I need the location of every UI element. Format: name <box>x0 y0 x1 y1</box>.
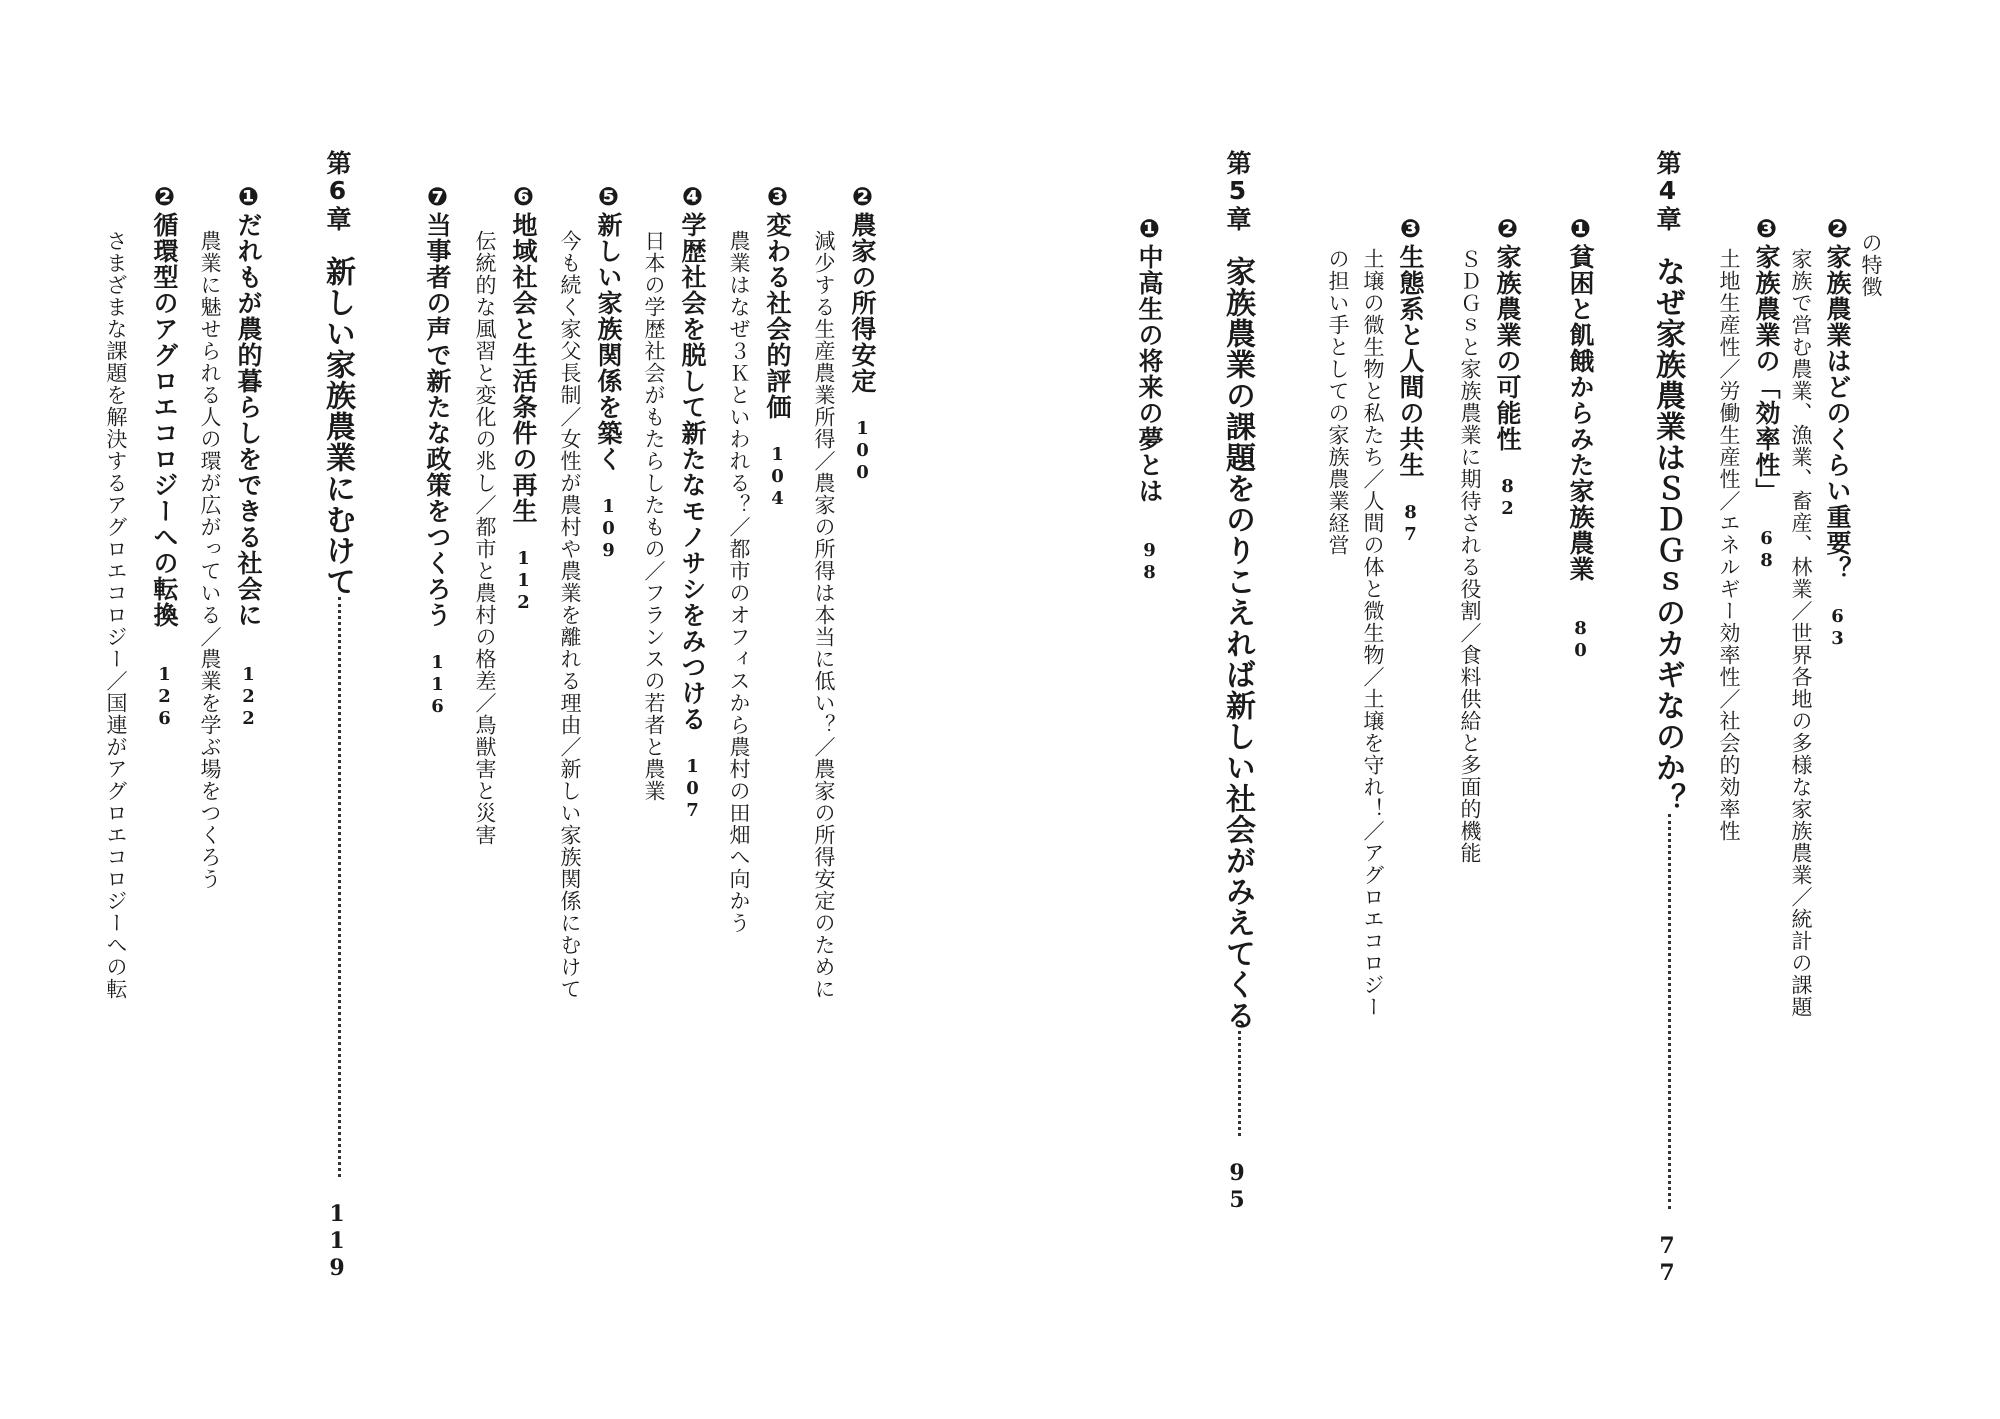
toc-section-entry[interactable] <box>1568 214 1593 662</box>
toc-description <box>1362 248 1383 1018</box>
toc-description <box>1718 248 1739 842</box>
page-number: 82 <box>1497 476 1518 520</box>
toc-section-entry[interactable] <box>765 182 790 510</box>
toc-section-entry[interactable] <box>236 182 261 730</box>
page-number: 80 <box>1570 618 1591 662</box>
section-number-badge: ❶ <box>1135 214 1164 244</box>
section-number-badge: ❷ <box>1823 214 1852 244</box>
description-text: 土地生産性／労働生産性／エネルギー効率性／社会的効率性 <box>1717 248 1741 842</box>
page-number: 68 <box>1756 528 1777 572</box>
toc-section-entry[interactable] <box>1825 214 1850 650</box>
chapter-heading[interactable] <box>1220 150 1255 1214</box>
toc-section-entry[interactable] <box>680 182 705 822</box>
toc-description <box>813 230 834 1000</box>
section-title: 循環型のアグロエコロジーへの転換 <box>150 212 179 628</box>
description-text: 土壌の微生物と私たち／人間の体と微生物／土壌を守れ！／アグロエコロジー <box>1361 248 1385 1018</box>
section-title: 変わる社会的評価 <box>763 212 792 420</box>
toc-section-entry[interactable] <box>850 182 875 484</box>
toc-description <box>728 230 749 934</box>
leader-dots <box>1664 814 1671 1209</box>
page-number: 112 <box>513 548 534 614</box>
section-title: 当事者の声で新たな政策をつくろう <box>423 212 452 628</box>
description-text: さまざまな課題を解決するアグロエコロジー／国連がアグロエコロジーへの転 <box>104 230 128 1000</box>
page-number: 77 <box>1654 1233 1680 1287</box>
chapter-title: なぜ家族農業はＳＤＧｓのカギなのか？ <box>1650 256 1685 814</box>
section-number-badge: ❸ <box>1752 214 1781 244</box>
toc-section-entry[interactable] <box>1137 214 1162 584</box>
description-text: ＳＤＧｓと家族農業に期待される役割／食料供給と多面的機能 <box>1458 248 1482 864</box>
page-number: 104 <box>767 444 788 510</box>
description-text: 家族で営む農業、漁業、畜産、林業／世界各地の多様な家族農業／統計の課題 <box>1789 248 1813 1018</box>
toc-section-entry[interactable] <box>511 182 536 614</box>
description-text: 農業に魅せられる人の環が広がっている／農業を学ぶ場をつくろう <box>198 230 222 890</box>
section-number-badge: ❷ <box>848 182 877 212</box>
toc-description <box>1790 248 1811 1018</box>
toc-section-entry[interactable] <box>1754 214 1779 572</box>
section-title: 地域社会と生活条件の再生 <box>509 212 538 524</box>
toc-description <box>1459 248 1480 864</box>
section-title: 家族農業の可能性 <box>1493 244 1522 452</box>
section-title: 中高生の将来の夢とは <box>1135 244 1164 504</box>
description-text: 減少する生産農業所得／農家の所得は本当に低い？／農家の所得安定のために <box>812 230 836 1000</box>
description-text: 農業はなぜ３Ｋといわれる？／都市のオフィスから農村の田畑へ向かう <box>727 230 751 934</box>
toc-description <box>1860 232 1881 298</box>
toc-section-entry[interactable] <box>1398 214 1423 546</box>
description-text: 日本の学歴社会がもたらしたもの／フランスの若者と農業 <box>642 230 666 802</box>
section-title: だれもが農的暮らしをできる社会に <box>234 212 263 628</box>
chapter-title: 家族農業の課題をのりこえれば新しい社会がみえてくる <box>1220 256 1255 1031</box>
section-title: 貧困と飢餓からみた家族農業 <box>1566 244 1595 582</box>
chapter-title: 新しい家族農業にむけて <box>320 256 355 597</box>
toc-description <box>105 230 126 1000</box>
toc-section-entry[interactable] <box>152 182 177 730</box>
description-text: 今も続く家父長制／女性が農村や農業を離れる理由／新しい家族関係にむけて <box>558 230 582 1000</box>
toc-section-entry[interactable] <box>425 182 450 718</box>
section-number-badge: ❹ <box>678 182 707 212</box>
toc-description <box>643 230 664 802</box>
chapter-label: 第5章 <box>1223 150 1252 232</box>
page-number: 119 <box>324 1201 350 1282</box>
section-number-badge: ❺ <box>594 182 623 212</box>
page-number: 116 <box>427 652 448 718</box>
page-number: 95 <box>1224 1160 1250 1214</box>
section-number-badge: ❼ <box>423 182 452 212</box>
section-number-badge: ❸ <box>763 182 792 212</box>
section-number-badge: ❶ <box>1566 214 1595 244</box>
right-page <box>1000 0 2000 1419</box>
section-title: 生態系と人間の共生 <box>1396 244 1425 478</box>
page-number: 63 <box>1827 606 1848 650</box>
section-number-badge: ❷ <box>1493 214 1522 244</box>
chapter-heading[interactable] <box>320 150 355 1282</box>
chapter-label: 第4章 <box>1653 150 1682 232</box>
page-number: 87 <box>1400 502 1421 546</box>
section-title: 家族農業の「効率性」 <box>1752 244 1781 504</box>
chapter-label: 第6章 <box>323 150 352 232</box>
chapter-heading[interactable] <box>1650 150 1685 1287</box>
section-title: 新しい家族関係を築く <box>594 212 623 472</box>
toc-section-entry[interactable] <box>1495 214 1520 520</box>
toc-description <box>1327 248 1348 556</box>
section-number-badge: ❻ <box>509 182 538 212</box>
leader-dots <box>334 597 341 1177</box>
page-number: 109 <box>598 496 619 562</box>
description-text: 伝統的な風習と変化の兆し／都市と農村の格差／鳥獣害と災害 <box>473 230 497 846</box>
page-number: 98 <box>1139 540 1160 584</box>
page-number: 107 <box>682 756 703 822</box>
toc-section-entry[interactable] <box>596 182 621 562</box>
section-number-badge: ❷ <box>150 182 179 212</box>
section-number-badge: ❸ <box>1396 214 1425 244</box>
description-text: の担い手としての家族農業経営 <box>1326 248 1350 556</box>
leader-dots <box>1234 1031 1241 1136</box>
toc-description <box>199 230 220 890</box>
section-number-badge: ❶ <box>234 182 263 212</box>
section-title: 農家の所得安定 <box>848 212 877 394</box>
description-text: の特徴 <box>1859 232 1883 298</box>
page-number: 122 <box>238 664 259 730</box>
toc-description <box>474 230 495 846</box>
page-number: 100 <box>852 418 873 484</box>
section-title: 家族農業はどのくらい重要？ <box>1823 244 1852 582</box>
toc-description <box>559 230 580 1000</box>
page-number: 126 <box>154 664 175 730</box>
section-title: 学歴社会を脱して新たなモノサシをみつける <box>678 212 707 732</box>
